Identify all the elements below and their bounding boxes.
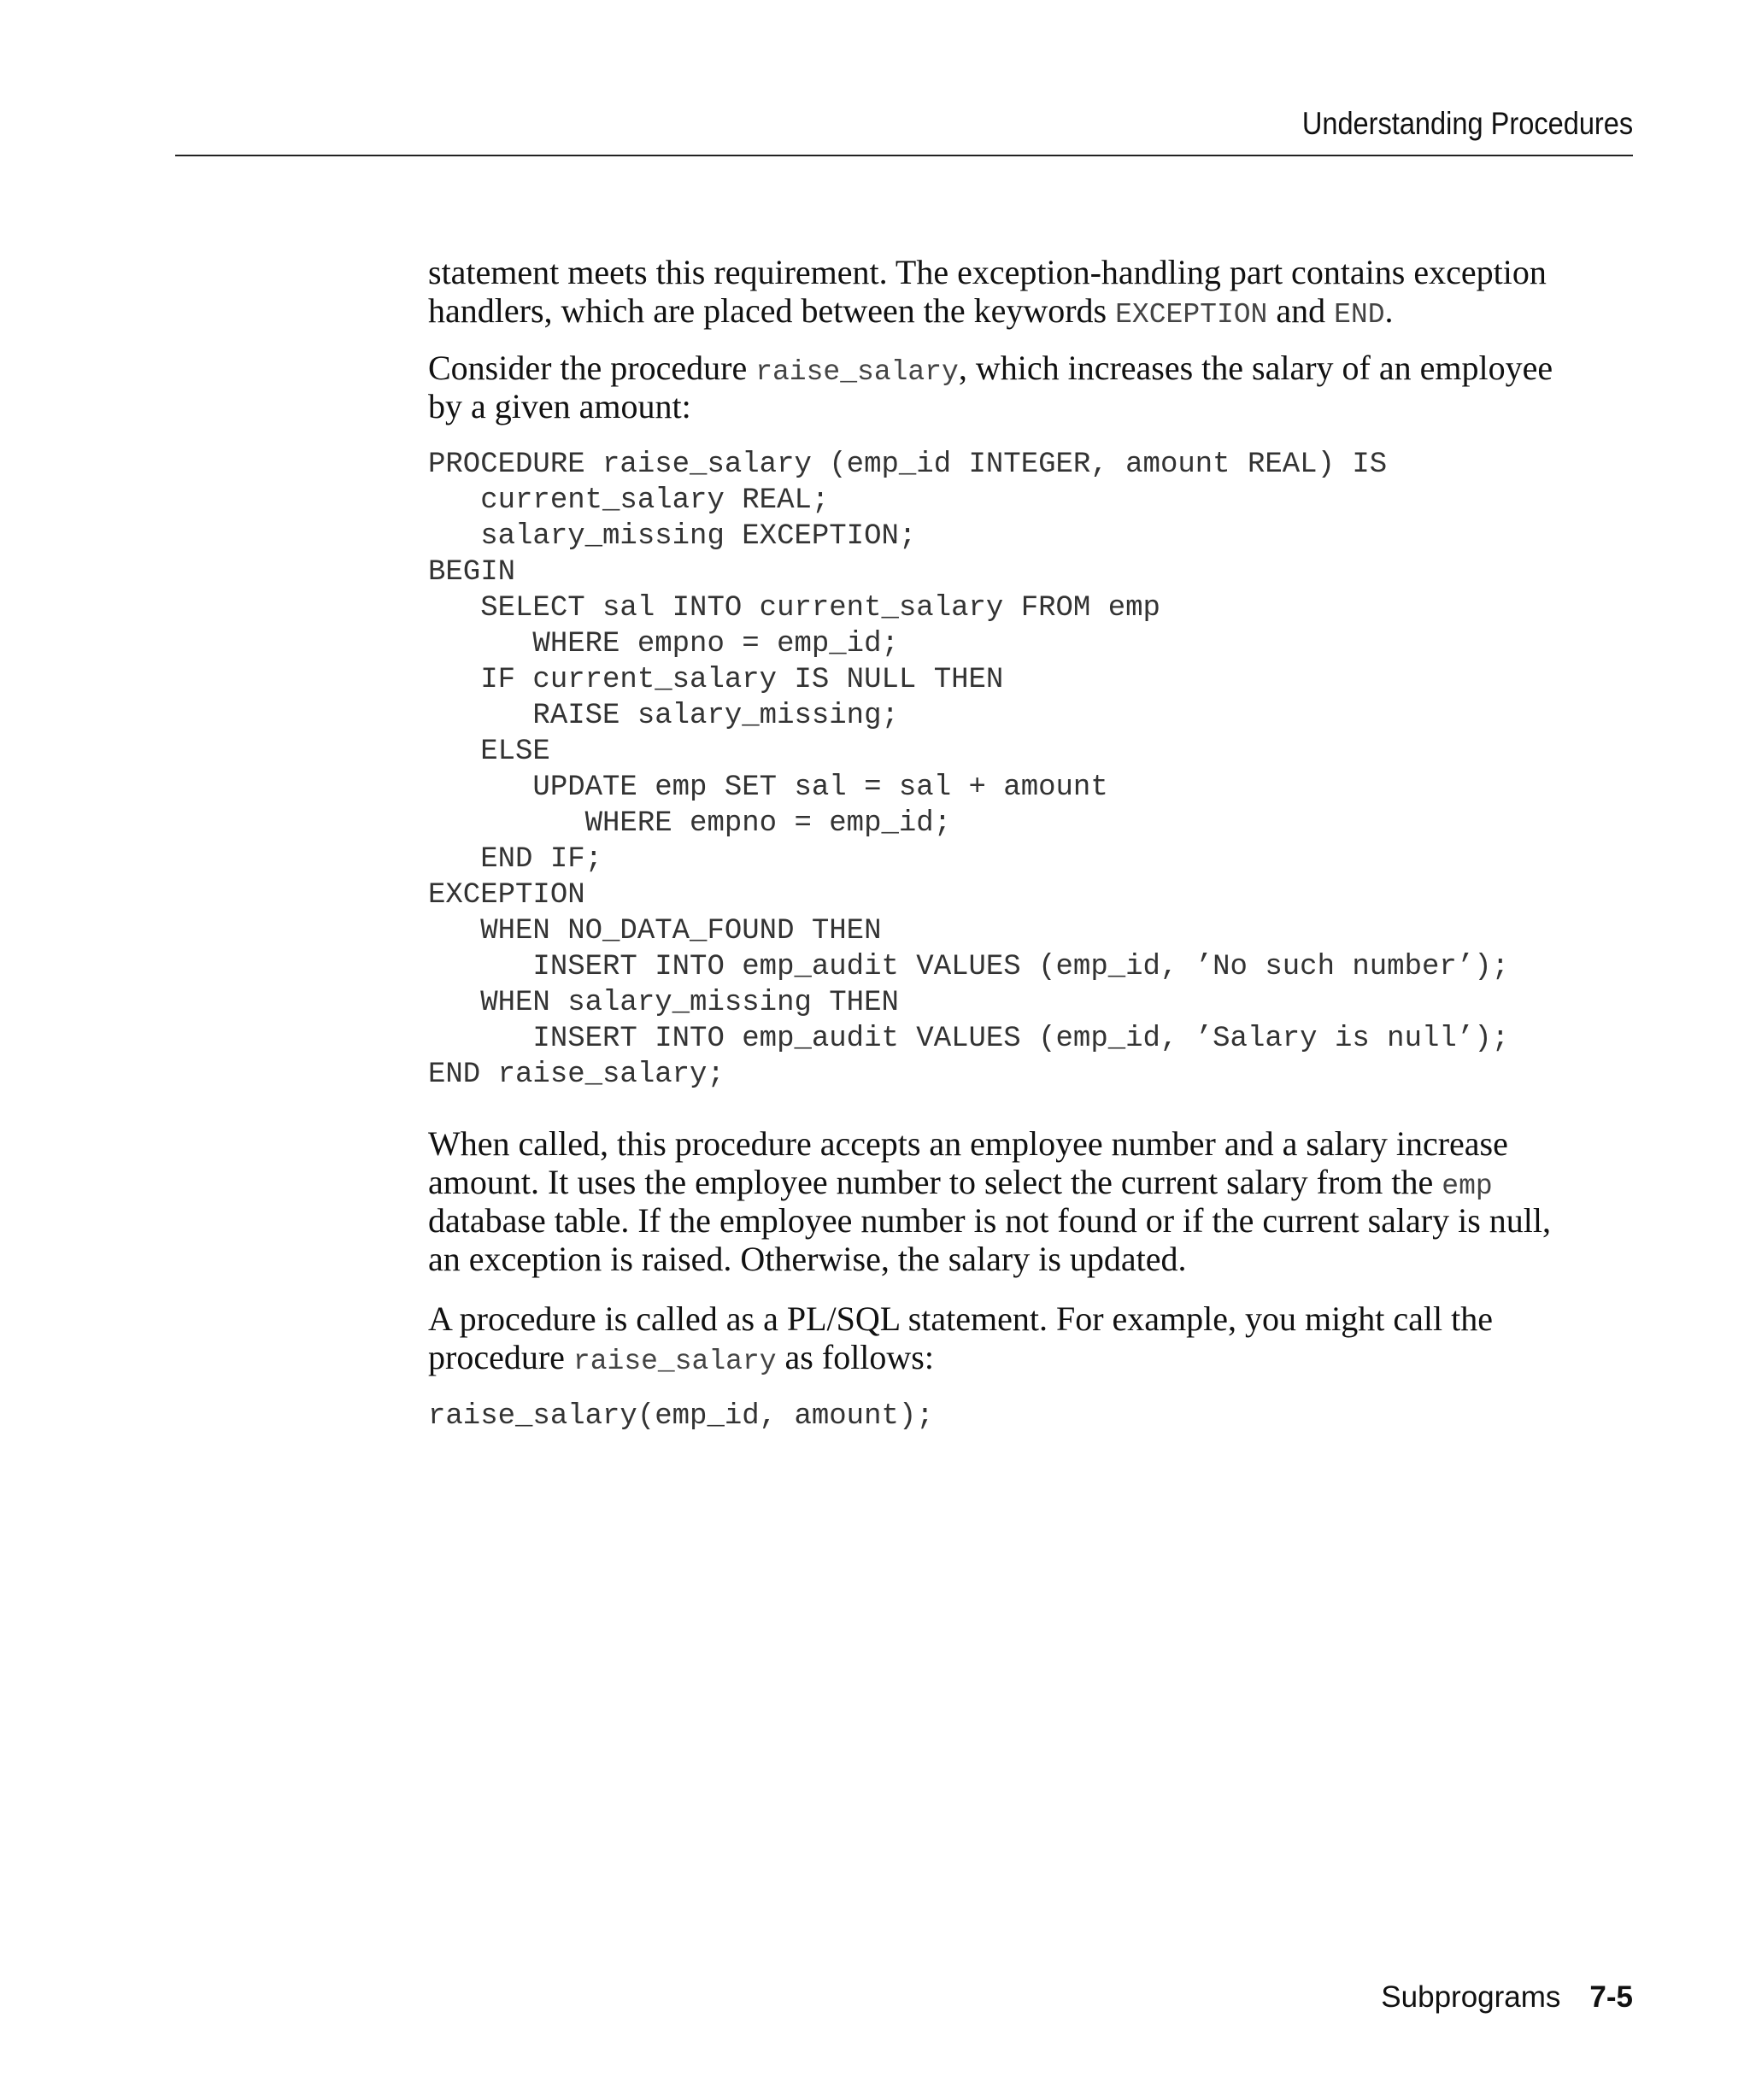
text: procedure bbox=[428, 1338, 573, 1376]
code-line: UPDATE emp SET sal = sal + amount bbox=[428, 771, 1108, 804]
paragraph-3-line-1: When called, this procedure accepts an employee number and a salary increase bbox=[428, 1124, 1508, 1163]
paragraph-3-line-2 bbox=[428, 1163, 1493, 1201]
text: as follows: bbox=[776, 1338, 934, 1376]
code-line: current_salary REAL; bbox=[428, 484, 830, 517]
paragraph-2-line-1 bbox=[428, 349, 1553, 387]
inline-code-exception: EXCEPTION bbox=[1115, 299, 1268, 331]
code-line: BEGIN bbox=[428, 556, 516, 589]
header-rule bbox=[175, 155, 1633, 156]
inline-code-raise-salary: raise_salary bbox=[573, 1346, 777, 1377]
code-line: ELSE bbox=[428, 736, 550, 768]
text: amount. It uses the employee number to select the current salary from the bbox=[428, 1163, 1442, 1201]
text: . bbox=[1384, 291, 1394, 330]
code-line: END raise_salary; bbox=[428, 1059, 725, 1091]
code-line: RAISE salary_missing; bbox=[428, 700, 899, 732]
code-line: raise_salary(emp_id, amount); bbox=[428, 1400, 934, 1433]
paragraph-3-line-4: an exception is raised. Otherwise, the salary is updated. bbox=[428, 1240, 1187, 1278]
chapter-title: Subprograms bbox=[1381, 1980, 1561, 2014]
code-line: WHEN salary_missing THEN bbox=[428, 987, 899, 1019]
paragraph-4-line-1: A procedure is called as a PL/SQL statement. For example, you might call the bbox=[428, 1299, 1493, 1338]
inline-code-emp: emp bbox=[1442, 1170, 1493, 1202]
text: , which increases the salary of an employee bbox=[958, 349, 1553, 387]
inline-code-end: END bbox=[1334, 299, 1385, 331]
text: and bbox=[1267, 291, 1335, 330]
paragraph-1-line-2 bbox=[428, 291, 1394, 330]
code-line: PROCEDURE raise_salary (emp_id INTEGER, amount REAL) IS bbox=[428, 449, 1388, 481]
code-line: salary_missing EXCEPTION; bbox=[428, 520, 917, 553]
page-footer bbox=[1381, 1980, 1633, 2015]
page-number: 7-5 bbox=[1589, 1980, 1633, 2014]
code-line: WHERE empno = emp_id; bbox=[428, 807, 952, 840]
code-line: INSERT INTO emp_audit VALUES (emp_id, ’No such number’); bbox=[428, 951, 1510, 983]
code-line: IF current_salary IS NULL THEN bbox=[428, 664, 1004, 696]
code-line: EXCEPTION bbox=[428, 879, 585, 912]
inline-code-raise-salary: raise_salary bbox=[755, 356, 959, 388]
code-line: WHERE empno = emp_id; bbox=[428, 628, 899, 660]
paragraph-2-line-2: by a given amount: bbox=[428, 387, 691, 425]
paragraph-3-line-3: database table. If the employee number is not found or if the current salary is null, bbox=[428, 1201, 1552, 1240]
text: handlers, which are placed between the keywords bbox=[428, 291, 1116, 330]
paragraph-4-line-2 bbox=[428, 1338, 934, 1376]
code-line: WHEN NO_DATA_FOUND THEN bbox=[428, 915, 882, 947]
text: Consider the procedure bbox=[428, 349, 756, 387]
running-head: Understanding Procedures bbox=[1301, 106, 1633, 141]
code-line: SELECT sal INTO current_salary FROM emp bbox=[428, 592, 1160, 625]
code-line: INSERT INTO emp_audit VALUES (emp_id, ’Salary is null’); bbox=[428, 1023, 1510, 1055]
code-line: END IF; bbox=[428, 843, 603, 876]
paragraph-1-line-1: statement meets this requirement. The exception-handling part contains exception bbox=[428, 253, 1547, 291]
